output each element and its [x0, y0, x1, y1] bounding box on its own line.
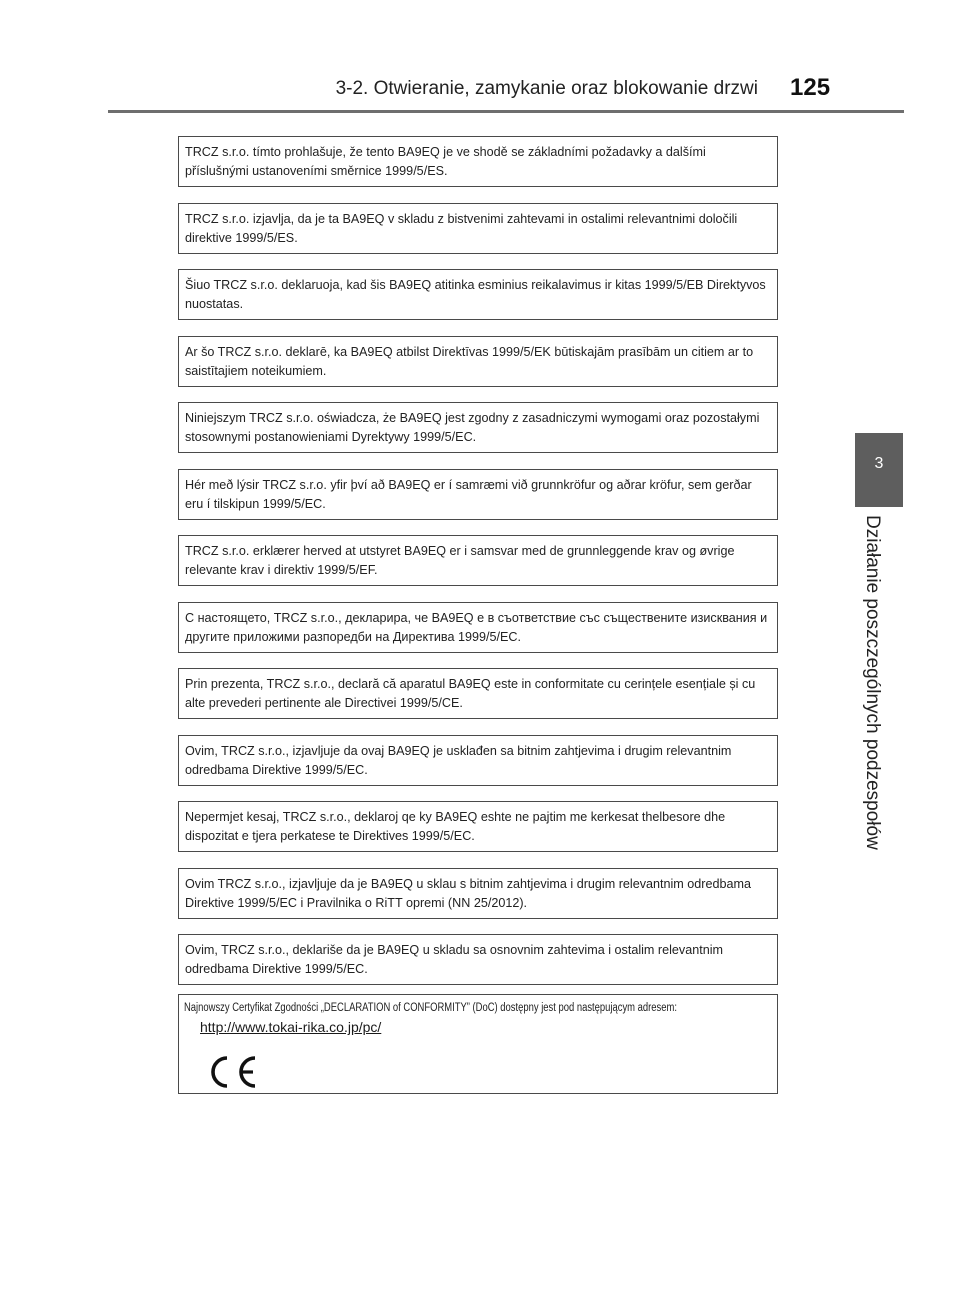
chapter-caption: Działanie poszczególnych podzespołów [862, 515, 883, 850]
declaration-icelandic: Hér með lýsir TRCZ s.r.o. yfir því að BA9EQ er í samræmi við grunnkröfur og aðrar kröfur, sem gerðar eru í tilskipun 1999/5/EC. [178, 469, 778, 520]
declaration-romanian: Prin prezenta, TRCZ s.r.o., declară că aparatul BA9EQ este in conformitate cu cerințele esențiale și cu alte prevederi pertinente ale Directivei 1999/5/CE. [178, 668, 778, 719]
chapter-number: 3 [874, 455, 884, 472]
declaration-bulgarian: С настоящето, TRCZ s.r.o., декларира, че BA9EQ е в съответствие със съществените изисквания и другите приложими разпоредби на Директива 1999/5/EC. [178, 602, 778, 653]
declaration-czech: TRCZ s.r.o. tímto prohlašuje, že tento BA9EQ je ve shodě se základními požadavky a dalšími příslušnými ustanoveními směrnice 1999/5/ES. [178, 136, 778, 187]
page-number: 125 [790, 74, 831, 101]
declaration-croatian: Ovim TRCZ s.r.o., izjavljuje da je BA9EQ u sklau s bitnim zahtjevima i drugim relevantnim odredbama Direktive 1999/5/EC i Pravilnika o RiTT opremi (NN 25/2012). [178, 868, 778, 919]
doc-certificate-text: Najnowszy Certyfikat Zgodności „DECLARATION of CONFORMITY” (DoC) dostępny jest pod następującym adresem: [184, 1002, 677, 1014]
header-divider [108, 110, 904, 113]
declaration-albanian: Nepermjet kesaj, TRCZ s.r.o., deklaroj qe ky BA9EQ eshte ne pajtim me kerkesat thelbesore dhe dispozitat e tjera perkatese te Direktives 1999/5/EC. [178, 801, 778, 852]
declaration-latvian: Ar šo TRCZ s.r.o. deklarē, ka BA9EQ atbilst Direktīvas 1999/5/EK būtiskajām prasībām un citiem ar to saistītajiem noteikumiem. [178, 336, 778, 387]
declaration-list [178, 136, 778, 1001]
doc-certificate-link[interactable]: http://www.tokai-rika.co.jp/pc/ [200, 1019, 382, 1035]
declaration-lithuanian: Šiuo TRCZ s.r.o. deklaruoja, kad šis BA9EQ atitinka esminius reikalavimus ir kitas 1999/5/EB Direktyvos nuostatas. [178, 269, 778, 320]
chapter-tab [855, 433, 903, 507]
declaration-bosnian: Ovim, TRCZ s.r.o., izjavljuje da ovaj BA9EQ je usklađen sa bitnim zahtjevima i drugim relevantnim odredbama Direktive 1999/5/EC. [178, 735, 778, 786]
section-title: 3-2. Otwieranie, zamykanie oraz blokowanie drzwi [335, 78, 758, 99]
declaration-norwegian: TRCZ s.r.o. erklærer herved at utstyret BA9EQ er i samsvar med de grunnleggende krav og øvrige relevante krav i direktiv 1999/5/EF. [178, 535, 778, 586]
declaration-polish: Niniejszym TRCZ s.r.o. oświadcza, że BA9EQ jest zgodny z zasadniczymi wymogami oraz pozostałymi stosownymi postanowieniami Dyrektywy 1999/5/EC. [178, 402, 778, 453]
doc-certificate-box [178, 994, 778, 1094]
declaration-serbian: Ovim, TRCZ s.r.o., deklariše da je BA9EQ u skladu sa osnovnim zahtevima i ostalim relevantnim odredbama Direktive 1999/5/EC. [178, 934, 778, 985]
declaration-slovenian: TRCZ s.r.o. izjavlja, da je ta BA9EQ v skladu z bistvenimi zahtevami in ostalimi relevantnimi določili direktive 1999/5/ES. [178, 203, 778, 254]
ce-mark-icon [203, 1055, 259, 1089]
